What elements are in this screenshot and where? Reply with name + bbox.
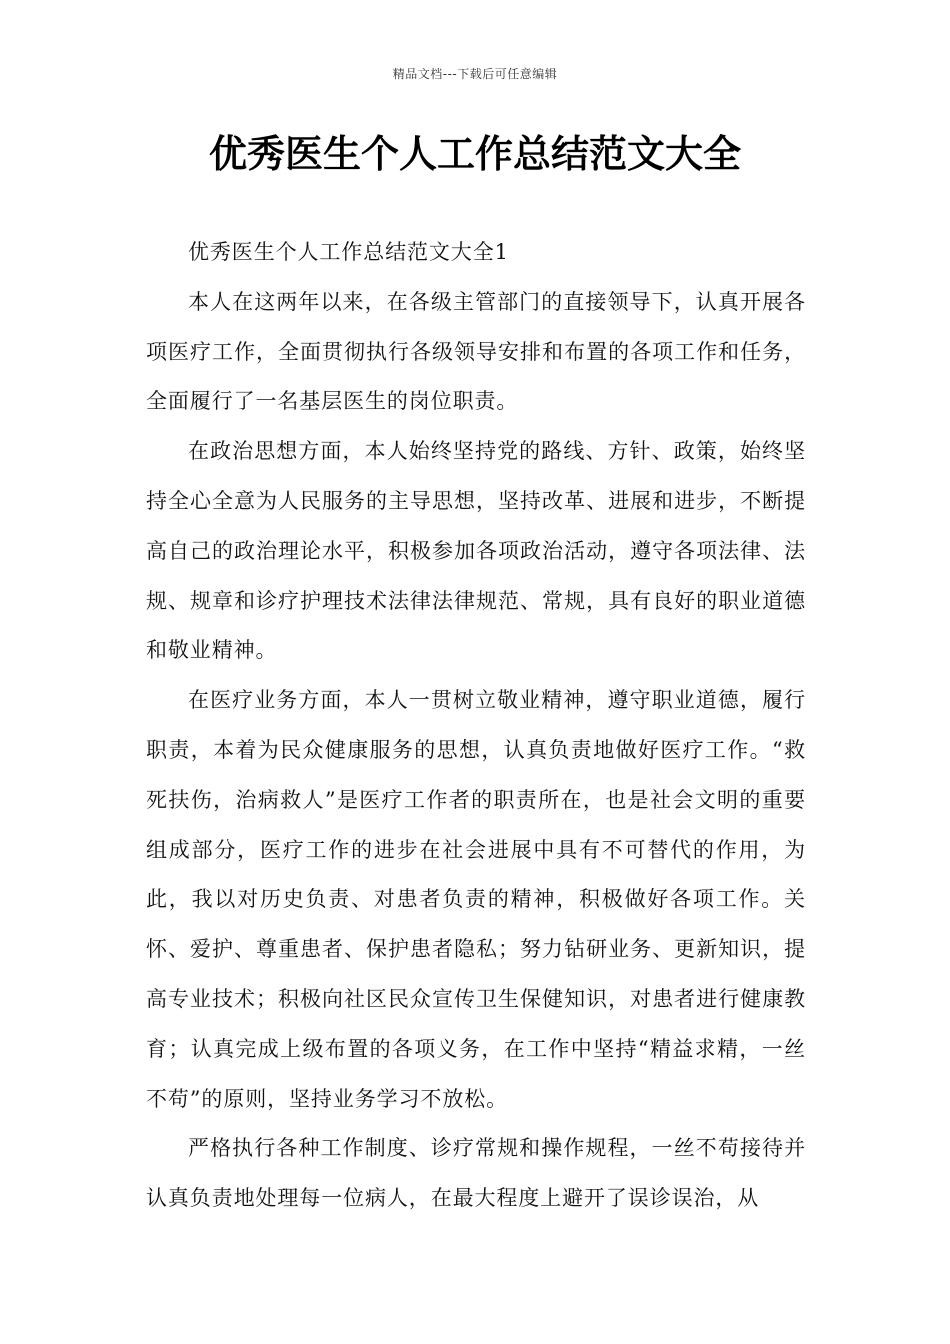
section-heading: 优秀医生个人工作总结范文大全1 (188, 240, 509, 264)
document-title: 优秀医生个人工作总结范文大全 (208, 132, 741, 176)
paragraph: 严格执行各种工作制度、诊疗常规和操作规程，一丝不苟接待并认真负责地处理每一位病人，在最大程度上避开了误诊误治，从 (146, 1136, 806, 1211)
paragraph: 本人在这两年以来，在各级主管部门的直接领导下，认真开展各项医疗工作，全面贯彻执行各级领导安排和布置的各项工作和任务，全面履行了一名基层医生的岗位职责。 (146, 289, 806, 414)
paragraph: 在政治思想方面，本人始终坚持党的路线、方针、政策，始终坚持全心全意为人民服务的主导思想，坚持改革、进展和进步，不断提高自己的政治理论水平，积极参加各项政治活动，遵守各项法律、法规、规章和诊疗护理技术法律法律规范、常规，具有良好的职业道德和敬业精神。 (146, 439, 806, 663)
paragraph: 在医疗业务方面，本人一贯树立敬业精神，遵守职业道德，履行职责，本着为民众健康服务的思想，认真负责地做好医疗工作。“救死扶伤，治病救人”是医疗工作者的职责所在，也是社会文明的重要组成部分，医疗工作的进步在社会进展中具有不可替代的作用，为此，我以对历史负责、对患者负责的精神，积极做好各项工作。关怀、爱护、尊重患者、保护患者隐私；努力钻研业务、更新知识，提高专业技术；积极向社区民众宣传卫生保健知识，对患者进行健康教育；认真完成上级布置的各项义务，在工作中坚持“精益求精，一丝不苟”的原则，坚持业务学习不放松。 (146, 688, 806, 1111)
document-body (146, 228, 806, 1224)
header-note: 精品文档---下载后可任意编辑 (392, 67, 558, 81)
